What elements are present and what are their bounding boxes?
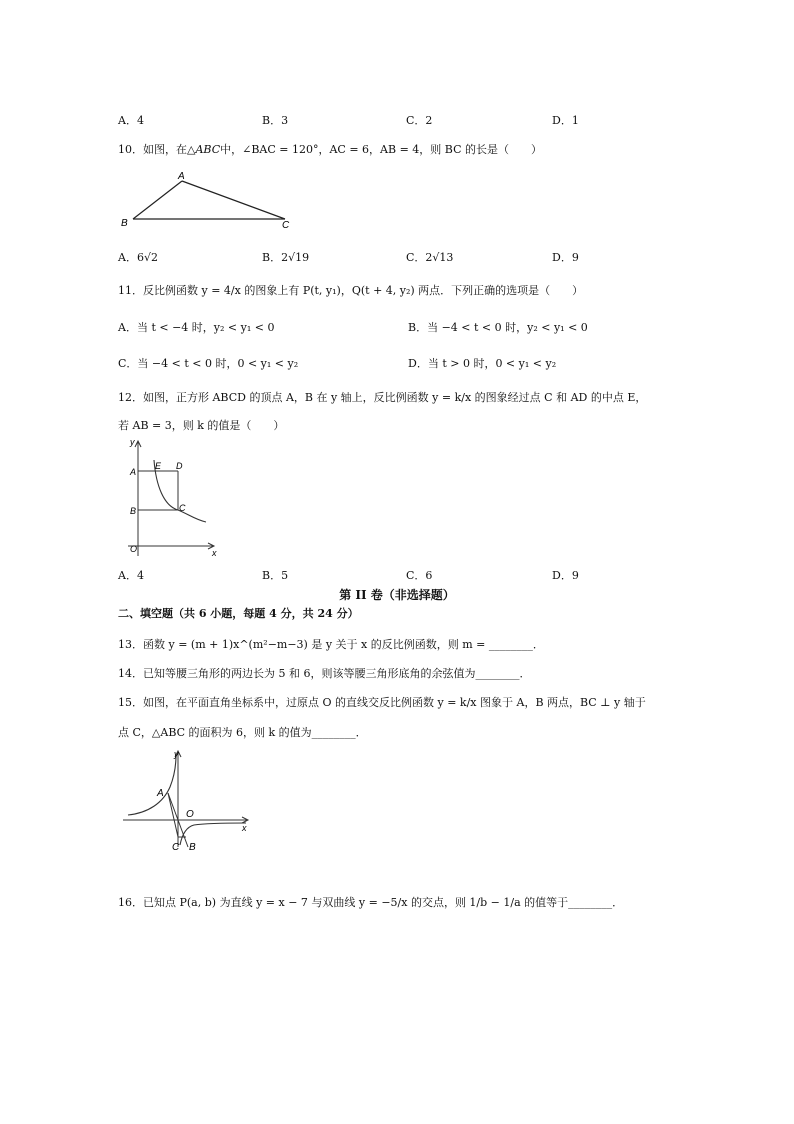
label-c: C xyxy=(172,842,180,850)
q11-option-c: C．当 −4 < t < 0 时，0 < y₁ < y₂ xyxy=(118,357,299,370)
q10-triangle: ABC xyxy=(195,143,221,156)
q11-option-a: A．当 t < −4 时，y₂ < y₁ < 0 xyxy=(118,321,275,334)
q9-option-d: D．1 xyxy=(552,114,579,127)
label-b: B xyxy=(130,506,137,516)
label-o: O xyxy=(130,544,138,554)
section2-heading: 二、填空题（共 6 小题，每题 4 分，共 24 分） xyxy=(118,607,359,620)
q15-figure xyxy=(118,747,253,850)
q10-prefix: 10．如图，在△ xyxy=(118,143,196,156)
label-x: x xyxy=(242,823,247,833)
q10-stem xyxy=(118,142,542,158)
label-y: y xyxy=(130,437,135,447)
label-d: D xyxy=(176,461,183,471)
label-y: y xyxy=(174,749,179,759)
q10-option-b: B．2√19 xyxy=(262,251,310,264)
q9-option-c: C．2 xyxy=(406,114,433,127)
label-c: C xyxy=(179,503,186,513)
label-a: A xyxy=(130,467,137,477)
q12-figure xyxy=(118,436,223,558)
label-b: B xyxy=(121,218,128,229)
q11-option-d: D．当 t > 0 时，0 < y₁ < y₂ xyxy=(408,357,557,370)
label-o: O xyxy=(186,809,194,820)
q12-option-c: C．6 xyxy=(406,569,433,582)
hyperbola-left-branch xyxy=(128,755,176,815)
label-e: E xyxy=(155,461,162,471)
label-b: B xyxy=(189,842,196,850)
q10-option-d: D．9 xyxy=(552,251,579,264)
q12-option-d: D．9 xyxy=(552,569,579,582)
q9-option-a: A．4 xyxy=(118,114,144,127)
section-title: 第 II 卷（非选择题） xyxy=(339,588,455,602)
label-c: C xyxy=(282,220,290,231)
q12-stem-line2: 若 AB = 3，则 k 的值是（ ） xyxy=(118,419,285,432)
edge-ab xyxy=(133,181,182,219)
edge-ac xyxy=(182,181,285,219)
q11-stem: 11．反比例函数 y = 4/x 的图象上有 P(t, y₁)，Q(t + 4, y₂) 两点．下列正确的选项是（ ） xyxy=(118,284,584,297)
q13-stem: 13．函数 y = (m + 1)x^(m²−m−3) 是 y 关于 x 的反比例函数，则 m = ________． xyxy=(118,638,544,651)
q10-mid: 中， xyxy=(220,143,243,156)
q10-option-a: A．6√2 xyxy=(118,251,158,264)
label-x: x xyxy=(212,548,217,558)
q10-option-c: C．2√13 xyxy=(406,251,454,264)
q12-option-a: A．4 xyxy=(118,569,144,582)
q12-option-b: B．5 xyxy=(262,569,289,582)
q11-option-b: B．当 −4 < t < 0 时，y₂ < y₁ < 0 xyxy=(408,321,588,334)
q16-stem: 16．已知点 P(a, b) 为直线 y = x − 7 与双曲线 y = −5/x 的交点，则 1/b − 1/a 的值等于________． xyxy=(118,896,624,909)
q10-triangle-figure xyxy=(115,170,300,232)
q12-stem-line1: 12．如图，正方形 ABCD 的顶点 A，B 在 y 轴上，反比例函数 y = k/x 的图象经过点 C 和 AD 的中点 E， xyxy=(118,391,647,404)
q15-stem-line2: 点 C，△ABC 的面积为 6，则 k 的值为________． xyxy=(118,726,367,739)
label-a: A xyxy=(178,171,185,182)
q15-stem-line1: 15．如图，在平面直角坐标系中，过原点 O 的直线交反比例函数 y = k/x 图象于 A，B 两点，BC ⊥ y 轴于 xyxy=(118,696,646,709)
q14-stem: 14．已知等腰三角形的两边长为 5 和 6，则该等腰三角形底角的余弦值为________． xyxy=(118,667,531,680)
q10-condition: ∠BAC = 120°，AC = 6，AB = 4，则 BC 的长是（ ） xyxy=(242,143,542,156)
label-a: A xyxy=(157,788,164,799)
q9-option-b: B．3 xyxy=(262,114,289,127)
